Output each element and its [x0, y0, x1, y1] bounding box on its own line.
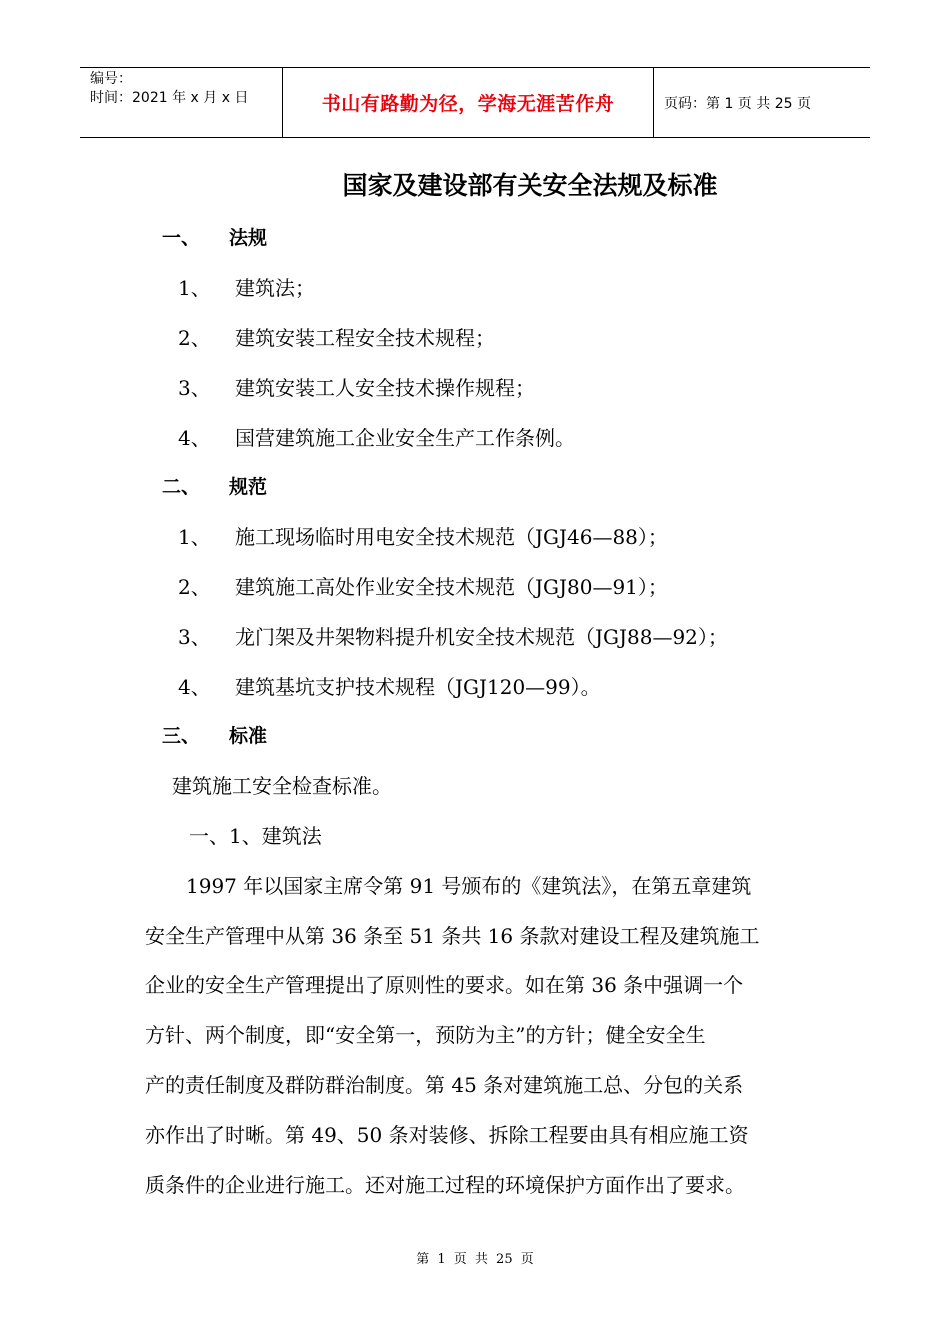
header-page-info: 页码：第 1 页 共 25 页	[664, 95, 811, 112]
subheading: 一、1、建筑法	[189, 824, 322, 848]
paragraph-line: 方针、两个制度，即“安全第一，预防为主”的方针；健全安全生	[145, 1023, 706, 1047]
section-title: 标准	[229, 725, 268, 747]
list-item-text: 国营建筑施工企业安全生产工作条例。	[235, 426, 575, 450]
list-item-text: 龙门架及井架物料提升机安全技术规范（JGJ88—92）；	[235, 625, 728, 649]
list-item-number: 4、	[178, 675, 211, 699]
list-item-text: 建筑基坑支护技术规程（JGJ120—99）。	[235, 675, 601, 699]
list-item-text: 建筑法；	[235, 276, 315, 300]
header-motto: 书山有路勤为径，学海无涯苦作舟	[321, 93, 615, 115]
page-header	[80, 67, 870, 138]
section-number: 三、	[162, 725, 201, 747]
list-item-text: 建筑安装工程安全技术规程；	[235, 326, 495, 350]
paragraph-line: 1997 年以国家主席令第 91 号颁布的《建筑法》，在第五章建筑	[186, 874, 752, 898]
list-item-text: 建筑施工高处作业安全技术规范（JGJ80—91）；	[235, 575, 668, 599]
paragraph-line: 企业的安全生产管理提出了原则性的要求。如在第 36 条中强调一个	[145, 973, 744, 997]
list-item-number: 2、	[178, 575, 211, 599]
section-number: 一、	[162, 227, 201, 249]
paragraph-line: 质条件的企业进行施工。还对施工过程的环境保护方面作出了要求。	[145, 1173, 745, 1197]
list-item-text: 施工现场临时用电安全技术规范（JGJ46—88）；	[235, 525, 668, 549]
list-item-number: 2、	[178, 326, 211, 350]
document-title: 国家及建设部有关安全法规及标准	[342, 171, 718, 200]
header-left-cell	[80, 68, 282, 137]
paragraph-line: 产的责任制度及群防群治制度。第 45 条对建筑施工总、分包的关系	[145, 1073, 744, 1097]
header-page-info-cell	[654, 68, 870, 137]
page-footer: 第 1 页 共 25 页	[416, 1252, 534, 1267]
standard-line: 建筑施工安全检查标准。	[172, 774, 392, 798]
doc-number-label: 编号：	[90, 71, 132, 87]
list-item-text: 建筑安装工人安全技术操作规程；	[235, 376, 535, 400]
list-item-number: 1、	[178, 525, 211, 549]
list-item-number: 3、	[178, 376, 211, 400]
list-item-number: 3、	[178, 625, 211, 649]
section-title: 规范	[229, 476, 268, 498]
list-item-number: 1、	[178, 276, 211, 300]
paragraph-line: 亦作出了时晰。第 49、50 条对装修、拆除工程要由具有相应施工资	[145, 1123, 749, 1147]
section-number: 二、	[162, 476, 201, 498]
section-title: 法规	[229, 227, 268, 249]
list-item-number: 4、	[178, 426, 211, 450]
header-motto-cell	[282, 68, 654, 137]
doc-date-label: 时间：2021 年 x 月 x 日	[90, 90, 249, 106]
paragraph-line: 安全生产管理中从第 36 条至 51 条共 16 条款对建设工程及建筑施工	[145, 924, 760, 948]
